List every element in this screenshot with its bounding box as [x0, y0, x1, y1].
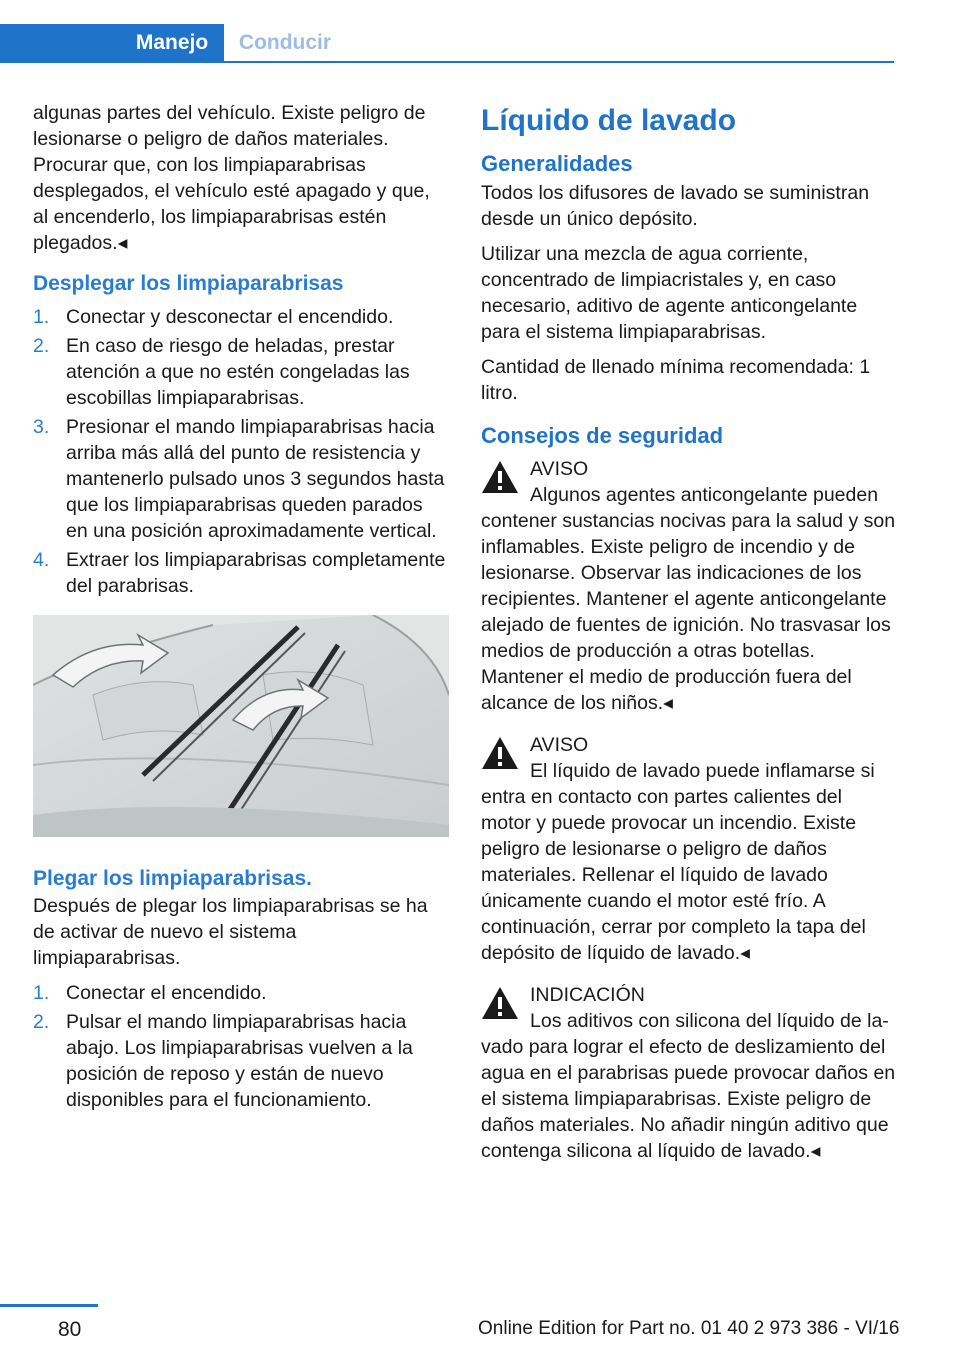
warning-heading: AVISO [530, 734, 589, 756]
list-item [33, 1009, 449, 1113]
note-heading: INDICACIÓN [530, 984, 645, 1006]
edition-info: Online Edition for Part no. 01 40 2 973 386 - VI/16 [478, 1318, 900, 1339]
section-title-unfold: Desplegar los limpiaparabrisas [33, 272, 344, 295]
warning-text: entra en contacto con partes calientes del motor y puede provocar un incendio. Existe peligro de lesionarse o peligro de daños materiales. Rellenar el líquido de lavado únicamente cuando el motor esté frío. A continuación, cerrar por completo la tapa del depósito de líquido de lavado.◂ [481, 786, 866, 964]
left-column [33, 100, 449, 1121]
header-rule [0, 61, 894, 63]
warning-triangle-icon [481, 736, 519, 770]
warning-first-line: El líquido de lavado puede inflamarse si [530, 760, 875, 782]
warning-triangle-icon [481, 986, 519, 1020]
warning-triangle-icon [481, 460, 519, 494]
list-item [33, 547, 449, 599]
note-block [481, 982, 896, 1164]
page-number: 80 [58, 1318, 82, 1341]
paragraph: Todos los difusores de lavado se suministran desde un único depósito. [481, 182, 870, 230]
list-item [33, 980, 449, 1006]
note-text: vado para lograr el efecto de deslizamiento del agua en el parabrisas puede provocar daños en el sistema limpiaparabrisas. Existe peligro de daños materiales. No añadir ningún aditivo que contenga silicona al líquido de lavado.◂ [481, 1036, 896, 1162]
step-text: Conectar el encendido. [66, 982, 267, 1004]
header-accent-block [0, 24, 120, 62]
list-item [33, 414, 449, 544]
step-text: Conectar y desconectar el encendido. [66, 306, 394, 328]
list-item [33, 333, 449, 411]
list-item [33, 304, 449, 330]
wiper-illustration [33, 615, 449, 837]
tab-conducir[interactable]: Conducir [238, 31, 332, 54]
header-tabbar [0, 0, 894, 64]
intro-paragraph: algunas partes del vehículo. Existe peligro de lesionarse o peligro de daños materiales. Procurar que, con los limpiaparabrisas desplegados, el vehículo esté apagado y que, al encenderlo, los limpiaparabrisas estén plegados.◂ [33, 102, 430, 254]
step-number: 1. [33, 306, 50, 328]
step-number: 3. [33, 416, 50, 438]
warning-text: contener sustancias nocivas para la salud y son inflamables. Existe peligro de incendio y de lesionarse. Observar las indicaciones de los recipientes. Mantener el agente anticongelante alejado de fuentes de ignición. No trasvasar los medios de producción a otras botellas. Mantener el medio de producción fuera del alcance de los niños.◂ [481, 510, 896, 714]
step-number: 4. [33, 549, 50, 571]
warning-block [481, 456, 896, 716]
step-text: Pulsar el mando limpiaparabrisas hacia abajo. Los limpiaparabrisas vuelven a la posición de reposo y están de nuevo disponibles para el funcionamiento. [66, 1011, 413, 1111]
paragraph: Cantidad de llenado mínima recomendada: 1 litro. [481, 356, 871, 404]
subtitle-general: Generalidades [481, 151, 633, 176]
warning-heading: AVISO [530, 458, 589, 480]
section-title-fold: Plegar los limpiaparabrisas. [33, 867, 312, 890]
page-title: Líquido de lavado [481, 104, 737, 137]
warning-first-line: Algunos agentes anticongelante pueden [530, 484, 879, 506]
step-text: Extraer los limpiaparabrisas completamente del parabrisas. [66, 549, 446, 597]
step-text: Presionar el mando limpiaparabrisas hacia arriba más allá del punto de resistencia y mantenerlo pulsado unos 3 segundos hasta que los limpiaparabrisas queden parados en una posición aproximadamente vertical. [66, 416, 445, 542]
right-column [481, 100, 896, 1180]
step-number: 2. [33, 335, 50, 357]
step-text: En caso de riesgo de heladas, prestar atención a que no estén congeladas las escobillas limpiaparabrisas. [66, 335, 410, 409]
steps-fold [33, 980, 449, 1113]
subtitle-safety: Consejos de seguridad [481, 423, 724, 448]
footer-rule [0, 1304, 98, 1307]
fold-intro-paragraph: Después de plegar los limpiaparabrisas se ha de activar de nuevo el sistema limpiaparabrisas. [33, 895, 428, 969]
note-first-line: Los aditivos con silicona del líquido de la- [530, 1010, 889, 1032]
warning-block [481, 732, 896, 966]
steps-unfold [33, 304, 449, 599]
step-number: 2. [33, 1011, 50, 1033]
step-number: 1. [33, 982, 50, 1004]
paragraph: Utilizar una mezcla de agua corriente, concentrado de limpiacristales y, en caso necesario, aditivo de agente anticongelante para el sistema limpiaparabrisas. [481, 243, 858, 343]
tab-manejo[interactable]: Manejo [120, 24, 224, 62]
